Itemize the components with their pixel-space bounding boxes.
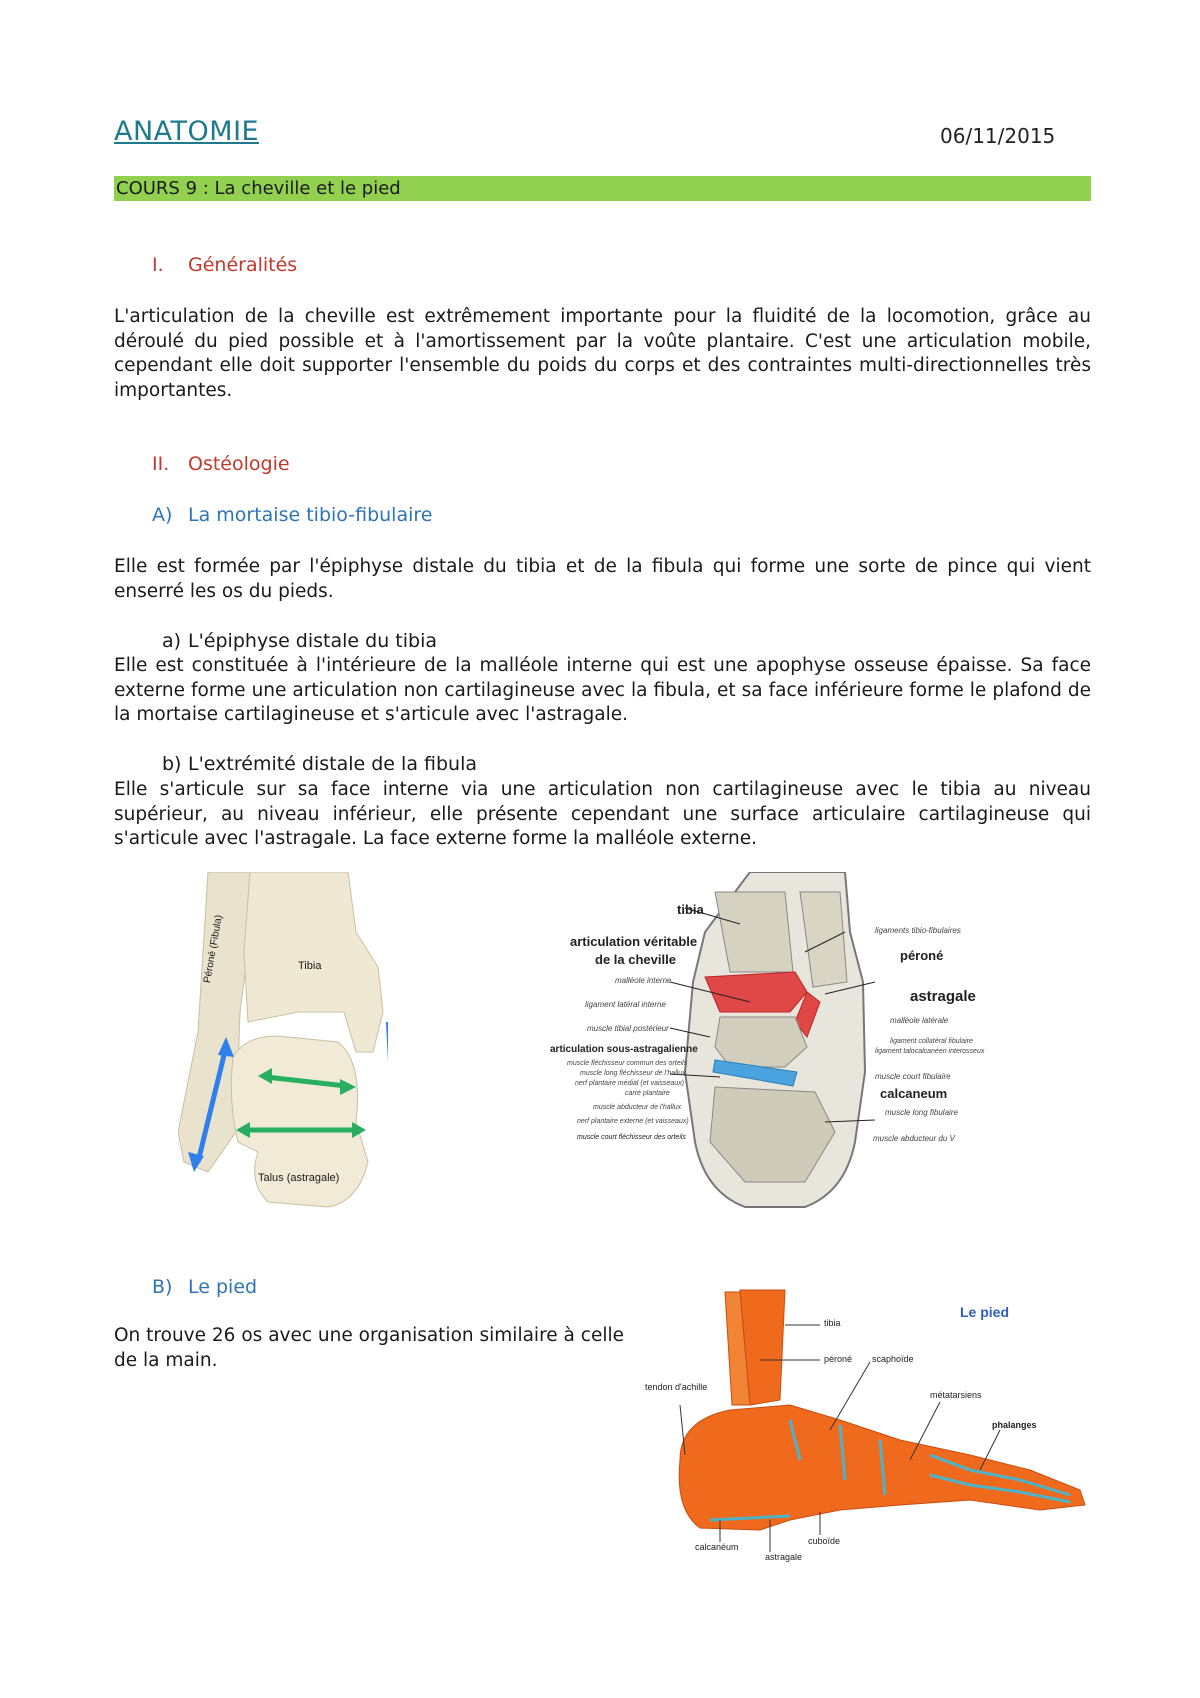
label-muscle-court-flech: muscle court fléchisseur des orteils xyxy=(577,1134,686,1141)
heading-number: A) xyxy=(152,504,173,526)
label-tendon: tendon d'achille xyxy=(645,1382,708,1392)
label-nerf-plantaire-ext: nerf plantaire externe (et vaisseaux) xyxy=(577,1118,689,1125)
label-carre-plantaire: carré plantaire xyxy=(625,1090,670,1097)
heading-text: Généralités xyxy=(188,254,298,276)
heading-le-pied xyxy=(152,1276,257,1298)
paragraph-generalites: L'articulation de la cheville est extrêmement importante pour la fluidité de la locomotion, grâce au déroulé du pied possible et à l'amortissement par la voûte plantaire. C'est une articulation mobile, cependant elle doit supporter l'ensemble du poids du corps et des contraintes multi-directionnelles très importantes. xyxy=(114,306,1091,401)
figure-foot-skeleton xyxy=(640,1280,1090,1560)
label-scaphoide: scaphoïde xyxy=(872,1354,914,1364)
heading-text: Ostéologie xyxy=(188,453,290,475)
label-perone: péroné xyxy=(824,1354,853,1364)
figure-ankle-photo xyxy=(178,872,388,1210)
label-art-sous-astrag: articulation sous-astragalienne xyxy=(550,1044,698,1055)
label-muscle-tibial: muscle tibial postérieur xyxy=(587,1024,669,1033)
heading-number: I. xyxy=(152,254,164,276)
label-muscle-court-fib: muscle court fibulaire xyxy=(875,1072,951,1081)
label-malleole-interne: malléole interne xyxy=(615,976,672,985)
label-cuboide: cuboïde xyxy=(808,1536,841,1546)
heading-text: L'épiphyse distale du tibia xyxy=(188,630,438,652)
label-talus: Talus (astragale) xyxy=(258,1172,340,1184)
paragraph-extremite-fibula: Elle s'articule sur sa face interne via une articulation non cartilagineuse avec le tibia au niveau supérieur, au niveau inférieur, elle présente cependant une surface articulaire cartilagineuse qui s'articule avec l'astragale. La face externe forme la malléole externe. xyxy=(114,779,1091,849)
label-muscle-abducteur-v: muscle abducteur du V xyxy=(873,1134,955,1143)
label-muscle-long-fib: muscle long fibulaire xyxy=(885,1108,958,1117)
label-metatarsiens: métatarsiens xyxy=(930,1390,982,1400)
label-art-veritable-2: de la cheville xyxy=(595,952,676,967)
label-perone: Péroné (Fibula) xyxy=(202,914,225,984)
doc-title: ANATOMIE xyxy=(114,116,260,147)
heading-osteologie xyxy=(152,453,290,475)
label-phalanges: phalanges xyxy=(992,1420,1037,1430)
label-lig-talocalc: ligament talocalcanéen interosseux xyxy=(875,1048,985,1055)
paragraph-epiphyse-tibia: Elle est constituée à l'intérieure de la malléole interne qui est une apophyse osseuse épaisse. Sa face externe forme une articulation non cartilagineuse avec la fibula, et sa face inférieure forme le plafond de la mortaise cartilagineuse et s'articule avec l'astragale. xyxy=(114,655,1091,725)
label-perone: péroné xyxy=(900,948,944,963)
label-astragale: astragale xyxy=(910,988,976,1005)
label-lig-collateral: ligament collatéral fibulaire xyxy=(890,1038,973,1045)
label-nerf-plantaire: nerf plantaire médial (et vaisseaux) xyxy=(575,1080,684,1087)
label-tibia: tibia xyxy=(824,1318,841,1328)
doc-date: 06/11/2015 xyxy=(940,124,1056,148)
heading-mortaise xyxy=(152,504,432,526)
label-tibia: tibia xyxy=(677,902,704,917)
label-tibia: Tibia xyxy=(298,960,322,972)
label-art-veritable-1: articulation véritable xyxy=(570,934,698,949)
ankle-photo-illustration xyxy=(178,872,388,1210)
label-pied-title: Le pied xyxy=(960,1304,1010,1320)
heading-text: Le pied xyxy=(188,1276,258,1298)
heading-epiphyse-tibia xyxy=(162,630,437,652)
heading-generalites xyxy=(152,254,297,276)
heading-number: a) xyxy=(162,630,182,652)
course-banner: COURS 9 : La cheville et le pied xyxy=(114,176,1091,201)
label-malleole-laterale: malléole latérale xyxy=(890,1016,949,1025)
label-muscle-flechisseur-commun: muscle fléchisseur commun des orteils xyxy=(567,1060,688,1067)
figure-ankle-cross-section xyxy=(545,872,1045,1212)
label-calcaneum: calcanéum xyxy=(695,1542,739,1552)
paragraph-le-pied: On trouve 26 os avec une organisation similaire à celle de la main. xyxy=(114,1325,624,1371)
label-muscle-long-flech: muscle long fléchisseur de l'hallux xyxy=(580,1070,686,1077)
heading-number: II. xyxy=(152,453,170,475)
heading-text: L'extrémité distale de la fibula xyxy=(188,753,477,775)
heading-number: B) xyxy=(152,1276,173,1298)
heading-extremite-fibula xyxy=(162,753,477,775)
heading-number: b) xyxy=(162,753,182,775)
label-muscle-abducteur: muscle abducteur de l'hallux xyxy=(593,1104,682,1111)
label-lig-lateral-interne: ligament latéral interne xyxy=(585,1000,666,1009)
paragraph-mortaise: Elle est formée par l'épiphyse distale du tibia et de la fibula qui forme une sorte de pince qui vient enserré les os du pieds. xyxy=(114,556,1091,602)
label-lig-tibio-fib: ligaments tibio-fibulaires xyxy=(875,926,961,935)
label-calcaneum: calcaneum xyxy=(880,1086,948,1101)
heading-text: La mortaise tibio-fibulaire xyxy=(188,504,433,526)
label-astragale: astragale xyxy=(765,1552,803,1562)
